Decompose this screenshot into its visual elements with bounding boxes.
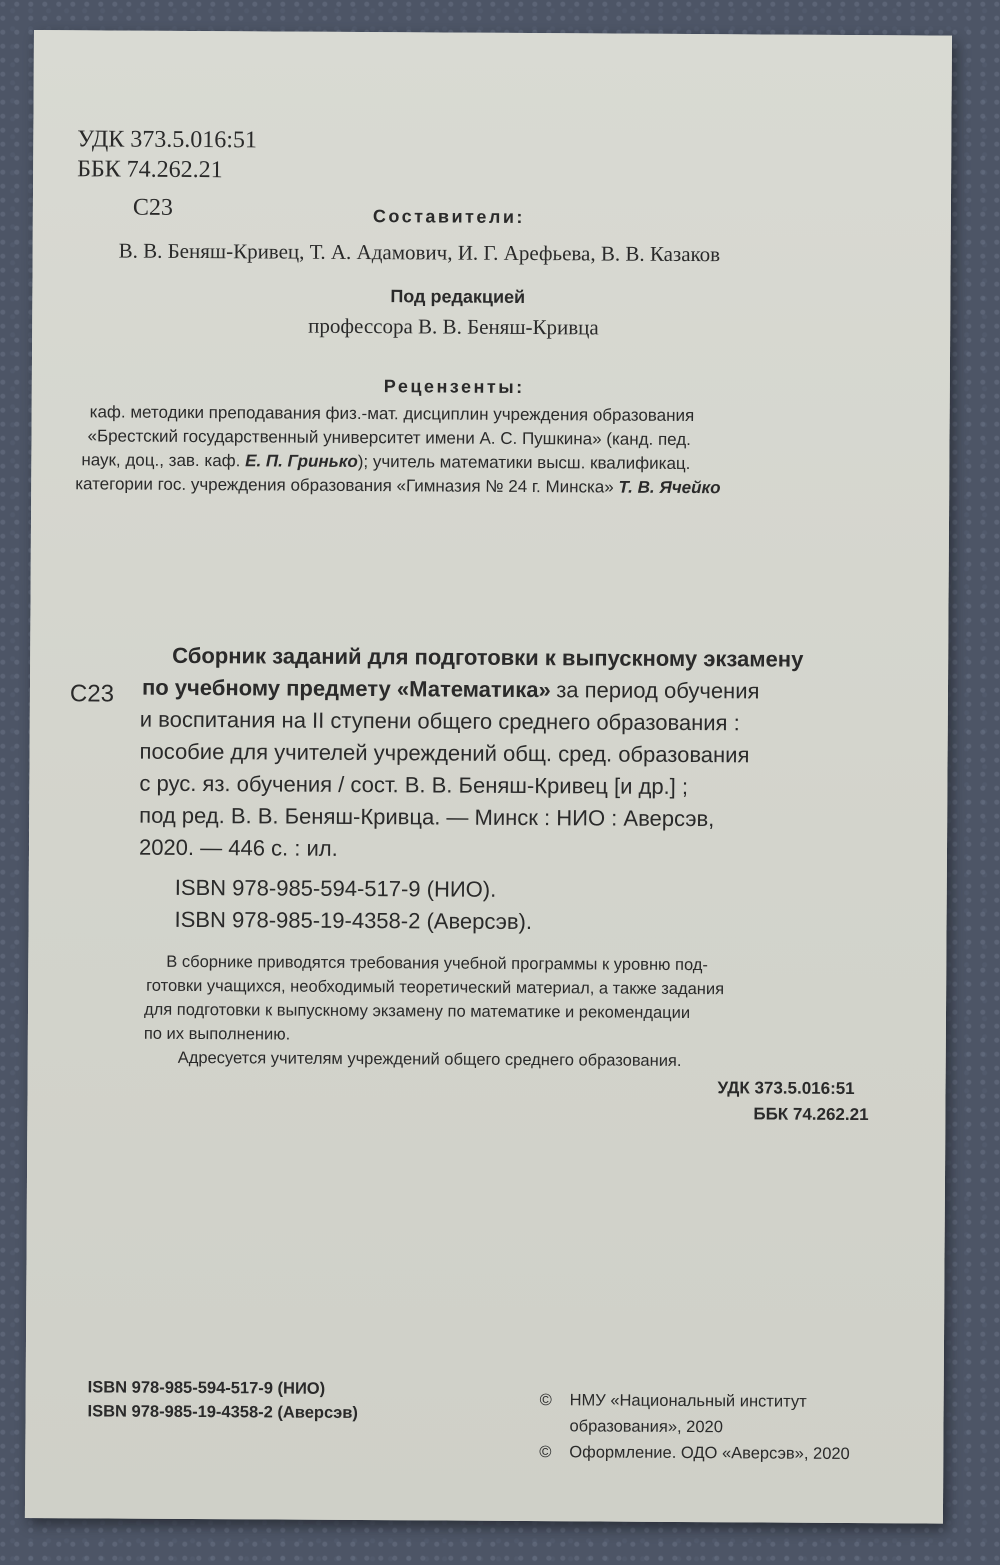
title-verso-page bbox=[25, 30, 952, 1524]
annotation-line: Адресуется учителям учреждений общего среднего образования. bbox=[177, 1048, 682, 1070]
annotation-line: В сборнике приводятся требования учебной программы к уровню под- bbox=[166, 952, 708, 975]
reviewer-name: Е. П. Гринько bbox=[245, 451, 358, 471]
editor-heading: Под редакцией bbox=[390, 286, 526, 308]
reviewers-line bbox=[75, 474, 720, 498]
reviewers-line: каф. методики преподавания физ.-мат. дисциплин учреждения образования bbox=[89, 402, 695, 426]
annotation-line: по их выполнению. bbox=[143, 1024, 291, 1044]
bib-subject: по учебному предмету «Математика» bbox=[141, 674, 551, 703]
bib-line: пособие для учителей учреждений общ. сред. образования bbox=[139, 738, 750, 768]
copyright-line: образования», 2020 bbox=[569, 1417, 723, 1437]
reviewers-text: категории гос. учреждения образования «Гимназия № 24 г. Минска» bbox=[75, 474, 614, 497]
bib-author-mark: С23 bbox=[69, 680, 115, 708]
annotation-bbk: ББК 74.262.21 bbox=[753, 1104, 869, 1125]
bib-isbn: ISBN 978-985-594-517-9 (НИО). bbox=[174, 874, 497, 902]
reviewers-text: наук, доц., зав. каф. bbox=[81, 450, 241, 471]
author-mark-top: С23 bbox=[132, 194, 174, 221]
reviewers-line bbox=[81, 450, 690, 474]
bbk-code-top: ББК 74.262.21 bbox=[77, 156, 223, 184]
bib-text: за период обучения bbox=[556, 677, 760, 704]
bib-line: с рус. яз. обучения / сост. В. В. Беняш-Кривец [и др.] ; bbox=[139, 770, 689, 800]
bib-title-line: Сборник заданий для подготовки к выпускному экзамену bbox=[172, 642, 804, 672]
reviewer-name: Т. В. Ячейко bbox=[618, 477, 721, 498]
bib-line: под ред. В. В. Беняш-Кривца. — Минск : НИО : Аверсэв, bbox=[139, 802, 715, 832]
reviewers-heading: Рецензенты: bbox=[383, 376, 525, 398]
compilers-names: В. В. Беняш-Кривец, Т. А. Адамович, И. Г. Арефьева, В. В. Казаков bbox=[118, 238, 721, 267]
compilers-heading: Составители: bbox=[372, 206, 525, 228]
annotation-line: для подготовки к выпускному экзамену по математике и рекомендации bbox=[143, 1000, 691, 1023]
copyright-symbol: © bbox=[539, 1443, 552, 1462]
bib-line: и воспитания на II ступени общего среднего образования : bbox=[139, 706, 740, 736]
copyright-line: НМУ «Национальный институт bbox=[569, 1391, 807, 1411]
annotation-udk: УДК 373.5.016:51 bbox=[717, 1078, 855, 1099]
footer-isbn: ISBN 978-985-19-4358-2 (Аверсэв) bbox=[87, 1402, 359, 1423]
bib-isbn: ISBN 978-985-19-4358-2 (Аверсэв). bbox=[174, 906, 533, 935]
reviewers-text: ); учитель математики высш. квалификац. bbox=[357, 451, 691, 474]
annotation-line: готовки учащихся, необходимый теоретический материал, а также задания bbox=[146, 976, 725, 999]
copyright-symbol: © bbox=[539, 1391, 552, 1410]
bib-line bbox=[142, 675, 760, 705]
footer-isbn: ISBN 978-985-594-517-9 (НИО) bbox=[87, 1378, 326, 1398]
reviewers-line: «Брестский государственный университет имени А. С. Пушкина» (канд. пед. bbox=[87, 426, 691, 450]
bib-line: 2020. — 446 с. : ил. bbox=[138, 834, 338, 861]
copyright-line: Оформление. ОДО «Аверсэв», 2020 bbox=[569, 1443, 850, 1464]
udk-code-top: УДК 373.5.016:51 bbox=[77, 126, 258, 154]
editor-name: профессора В. В. Беняш-Кривца bbox=[308, 313, 599, 340]
